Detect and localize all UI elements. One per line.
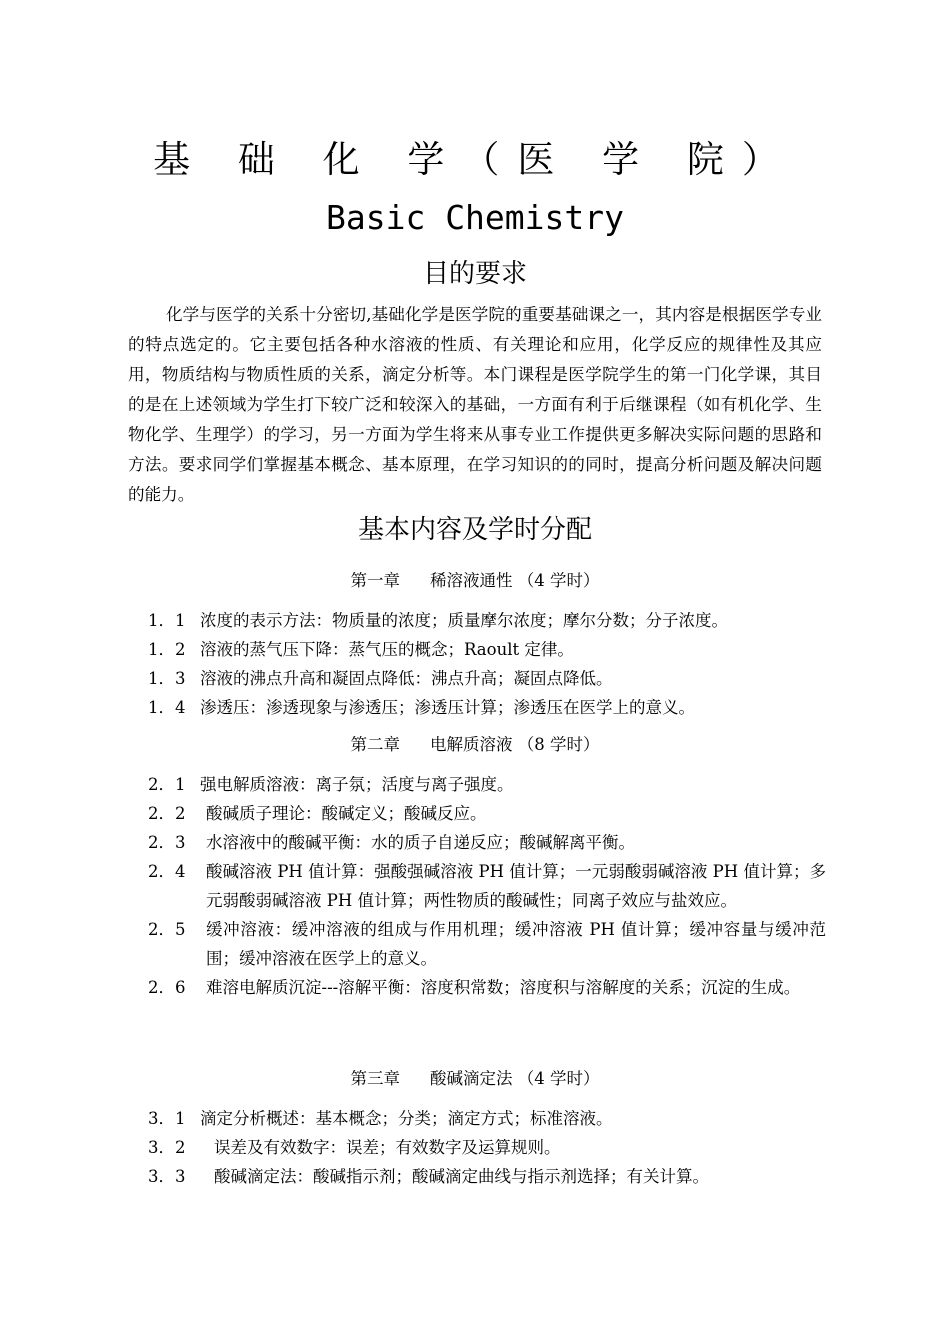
item-text: 酸碱滴定法：酸碱指示剂；酸碱滴定曲线与指示剂选择；有关计算。 xyxy=(214,1167,709,1186)
item-text: 浓度的表示方法：物质量的浓度；质量摩尔浓度；摩尔分数；分子浓度。 xyxy=(200,611,728,630)
item-text: 缓冲溶液：缓冲溶液的组成与作用机理；缓冲溶液 PH 值计算；缓冲容量与缓冲范围；缓冲溶液在医学上的意义。 xyxy=(206,920,826,968)
chapter-item-list xyxy=(148,1104,826,1191)
chapter-label: 第一章 xyxy=(350,571,400,590)
item-text: 酸碱溶液 PH 值计算：强酸强碱溶液 PH 值计算；一元弱酸弱碱溶液 PH 值计算；多元弱酸弱碱溶液 PH 值计算；两性物质的酸碱性；同离子效应与盐效应。 xyxy=(206,862,826,910)
item-text: 溶液的蒸气压下降：蒸气压的概念；Raoult 定律。 xyxy=(200,640,574,659)
item-text: 溶液的沸点升高和凝固点降低：沸点升高；凝固点降低。 xyxy=(200,669,613,688)
item-text: 水溶液中的酸碱平衡：水的质子自递反应；酸碱解离平衡。 xyxy=(206,833,635,852)
list-item xyxy=(148,1104,826,1133)
item-number: 3．1 xyxy=(148,1109,186,1128)
list-item xyxy=(148,828,826,857)
item-number: 1．2 xyxy=(148,640,186,659)
document-subtitle: Basic Chemistry xyxy=(325,198,624,237)
item-number: 2．6 xyxy=(148,978,186,997)
list-item xyxy=(148,799,826,828)
item-number: 3．3 xyxy=(148,1167,186,1186)
list-item xyxy=(148,664,826,693)
item-number: 1．3 xyxy=(148,669,186,688)
chapter-heading xyxy=(0,568,950,594)
item-number: 2．2 xyxy=(148,804,186,823)
item-number: 1．1 xyxy=(148,611,186,630)
list-item xyxy=(148,635,826,664)
list-item xyxy=(148,1162,826,1191)
item-number: 2．5 xyxy=(148,920,186,939)
chapter-label: 第二章 xyxy=(350,735,400,754)
item-text: 强电解质溶液：离子氛；活度与离子强度。 xyxy=(200,775,514,794)
section-heading-content: 基本内容及学时分配 xyxy=(357,515,592,545)
list-item xyxy=(148,770,826,799)
item-text: 渗透压：渗透现象与渗透压；渗透压计算；渗透压在医学上的意义。 xyxy=(200,698,695,717)
item-text: 滴定分析概述：基本概念；分类；滴定方式；标准溶液。 xyxy=(200,1109,613,1128)
item-number: 2．1 xyxy=(148,775,186,794)
list-item xyxy=(148,973,826,1002)
item-text: 误差及有效数字：误差；有效数字及运算规则。 xyxy=(214,1138,561,1157)
item-number: 1．4 xyxy=(148,698,186,717)
list-item xyxy=(148,693,826,722)
document-title: 基 础 化 学（医 学 院） xyxy=(153,138,797,181)
item-number: 3．2 xyxy=(148,1138,186,1157)
chapter-item-list xyxy=(148,770,826,1002)
chapter-heading xyxy=(0,1066,950,1092)
chapter-name: 稀溶液通性 （4 学时） xyxy=(430,571,600,590)
list-item xyxy=(148,857,826,915)
item-text: 难溶电解质沉淀---溶解平衡：溶度积常数；溶度积与溶解度的关系；沉淀的生成。 xyxy=(206,978,801,997)
chapter-name: 电解质溶液 （8 学时） xyxy=(430,735,600,754)
list-item xyxy=(148,915,826,973)
chapter-heading xyxy=(0,732,950,758)
item-text: 酸碱质子理论：酸碱定义；酸碱反应。 xyxy=(206,804,487,823)
section-heading-objectives: 目的要求 xyxy=(422,259,527,289)
list-item xyxy=(148,606,826,635)
chapter-label: 第三章 xyxy=(350,1069,400,1088)
chapter-name: 酸碱滴定法 （4 学时） xyxy=(430,1069,600,1088)
intro-paragraph: 化学与医学的关系十分密切,基础化学是医学院的重要基础课之一，其内容是根据医学专业的特点选定的。它主要包括各种水溶液的性质、有关理论和应用，化学反应的规律性及其应用，物质结构与物质性质的关系，滴定分析等。本门课程是医学院学生的第一门化学课，其目的是在上述领域为学生打下较广泛和较深入的基础，一方面有利于后继课程（如有机化学、生物化学、生理学）的学习，另一方面为学生将来从事专业工作提供更多解决实际问题的思路和方法。要求同学们掌握基本概念、基本原理，在学习知识的的同时，提高分析问题及解决问题的能力。 xyxy=(128,305,822,504)
list-item xyxy=(148,1133,826,1162)
item-number: 2．4 xyxy=(148,862,186,881)
item-number: 2．3 xyxy=(148,833,186,852)
chapter-item-list xyxy=(148,606,826,722)
